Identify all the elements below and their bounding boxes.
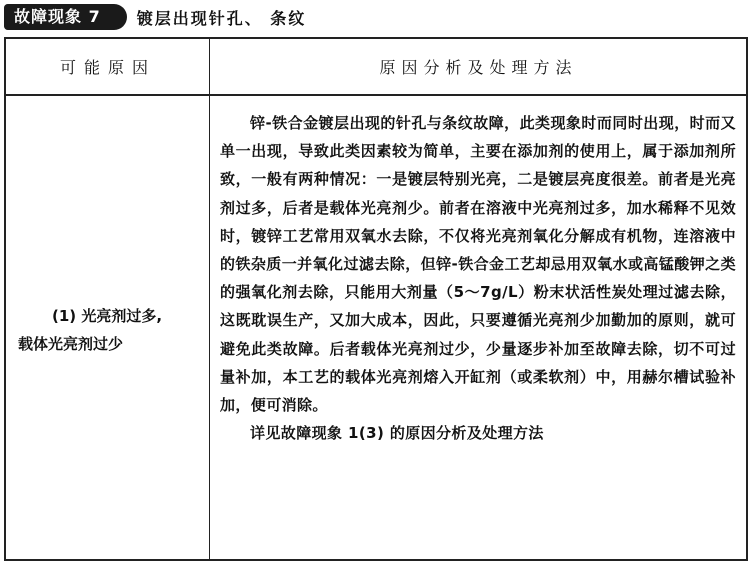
fault-table — [4, 37, 748, 561]
table-header-row — [6, 39, 746, 96]
section-header — [4, 4, 306, 30]
column-header-cause: 可能原因 — [59, 58, 156, 77]
cause-line-2: 载体光亮剂过少 — [18, 335, 124, 353]
cause-cell — [18, 302, 204, 358]
analysis-paragraph-2: 详见故障现象 1(3) 的原因分析及处理方法 — [250, 424, 544, 443]
fault-badge: 故障现象 7 — [4, 4, 127, 30]
column-header-analysis: 原因分析及处理方法 — [379, 58, 578, 77]
cause-line-1: (1) 光亮剂过多, — [52, 307, 163, 325]
column-divider — [209, 39, 210, 559]
analysis-paragraph-1: 锌-铁合金镀层出现的针孔与条纹故障，此类现象时而同时出现，时而又单一出现，导致此类因素较为简单，主要在添加剂的使用上，属于添加剂所致，一般有两种情况：一是镀层特别光亮，二是镀层亮度很差。前者是光亮剂过多，后者是载体光亮剂少。前者在溶液中光亮剂过多，加水稀释不见效时，镀锌工艺常用双氧水去除，不仅将光亮剂氧化分解成有机物，连溶液中的铁杂质一并氧化过滤去除，但锌-铁合金工艺却忌用双氧水或高锰酸钾之类的强氧化剂去除，只能用大剂量（5～7g/L）粉末状活性炭处理过滤去除，这既耽误生产，又加大成本，因此，只要遵循光亮剂少加勤加的原则，就可避免此类故障。后者载体光亮剂过少，少量逐步补加至故障去除，切不可过量补加，本工艺的载体光亮剂熔入开缸剂（或柔软剂）中，用赫尔槽试验补加，便可消除。 — [220, 114, 736, 415]
analysis-cell — [220, 109, 736, 447]
fault-title: 镀层出现针孔、 条纹 — [136, 8, 307, 28]
